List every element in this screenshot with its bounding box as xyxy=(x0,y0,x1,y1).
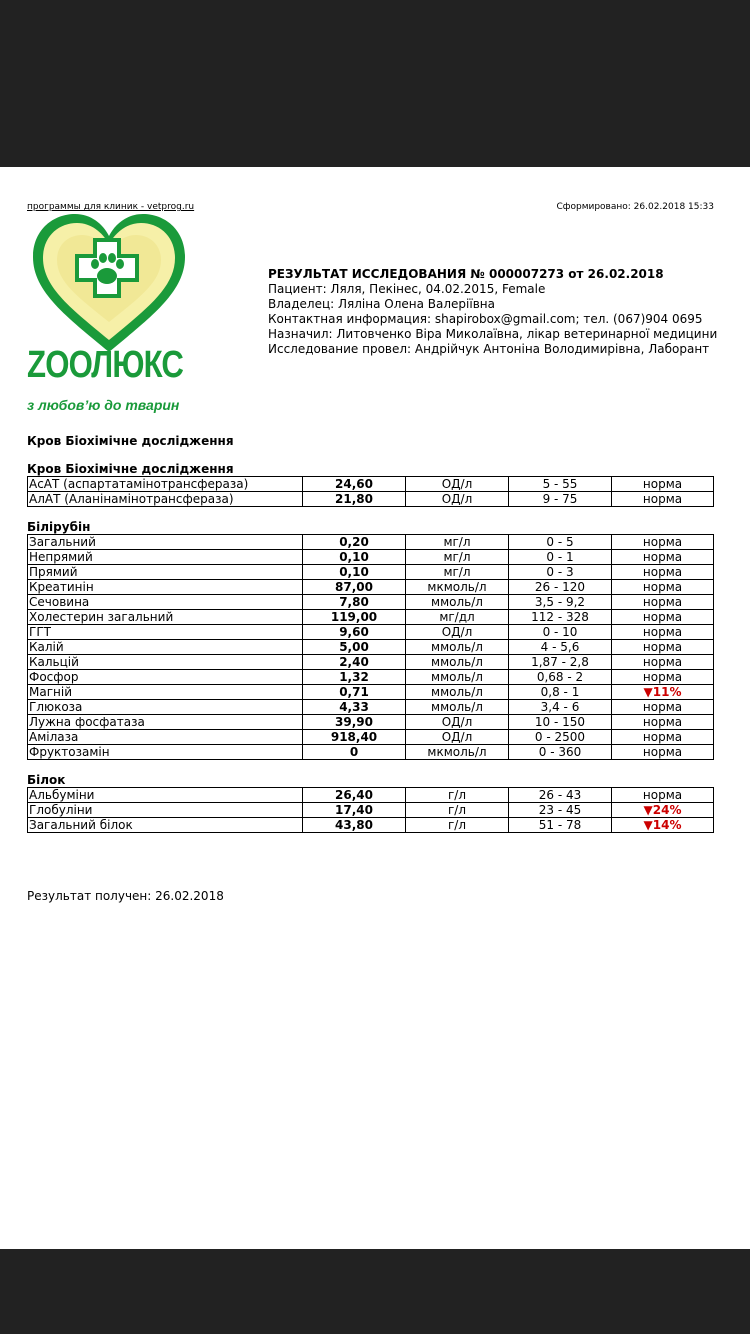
report-header xyxy=(268,267,718,357)
test-name-cell: Фруктозамін xyxy=(28,745,303,760)
unit-cell: мг/л xyxy=(406,550,509,565)
unit-cell: мг/дл xyxy=(406,610,509,625)
reference-range-cell: 0 - 3 xyxy=(509,565,612,580)
status-cell: ▼11% xyxy=(612,685,714,700)
table-row xyxy=(28,625,714,640)
contact-info: Контактная информация: shapirobox@gmail.com; тел. (067)904 0695 xyxy=(268,312,703,326)
result-value-cell: 0,71 xyxy=(303,685,406,700)
results-table xyxy=(27,534,714,760)
result-value-cell: 87,00 xyxy=(303,580,406,595)
status-cell: норма xyxy=(612,655,714,670)
reference-range-cell: 1,87 - 2,8 xyxy=(509,655,612,670)
status-cell: норма xyxy=(612,640,714,655)
result-value-cell: 7,80 xyxy=(303,595,406,610)
result-value-cell: 9,60 xyxy=(303,625,406,640)
test-name-cell: Загальний білок xyxy=(28,818,303,833)
results-table xyxy=(27,787,714,833)
status-cell: норма xyxy=(612,550,714,565)
test-name-cell: Альбуміни xyxy=(28,788,303,803)
reference-range-cell: 5 - 55 xyxy=(509,477,612,492)
status-cell: норма xyxy=(612,715,714,730)
unit-cell: г/л xyxy=(406,788,509,803)
unit-cell: ммоль/л xyxy=(406,595,509,610)
unit-cell: ОД/л xyxy=(406,477,509,492)
status-cell: норма xyxy=(612,625,714,640)
status-cell: норма xyxy=(612,730,714,745)
table-row xyxy=(28,715,714,730)
performed-by: Исследование провел: Андрійчук Антоніна Володимирівна, Лаборант xyxy=(268,342,710,356)
unit-cell: ммоль/л xyxy=(406,670,509,685)
result-value-cell: 39,90 xyxy=(303,715,406,730)
reference-range-cell: 0 - 2500 xyxy=(509,730,612,745)
clinic-logo xyxy=(27,212,192,422)
unit-cell: мг/л xyxy=(406,565,509,580)
result-value-cell: 0,20 xyxy=(303,535,406,550)
test-name-cell: Непрямий xyxy=(28,550,303,565)
test-name-cell: Прямий xyxy=(28,565,303,580)
unit-cell: ммоль/л xyxy=(406,640,509,655)
group-title: Білірубін xyxy=(27,520,91,534)
table-row xyxy=(28,788,714,803)
table-row xyxy=(28,565,714,580)
reference-range-cell: 0,68 - 2 xyxy=(509,670,612,685)
test-name-cell: Кальцій xyxy=(28,655,303,670)
reference-range-cell: 3,5 - 9,2 xyxy=(509,595,612,610)
results-group-bilirubin xyxy=(27,520,714,760)
unit-cell: ммоль/л xyxy=(406,655,509,670)
test-name-cell: Глобуліни xyxy=(28,803,303,818)
generated-timestamp: Сформировано: 26.02.2018 15:33 xyxy=(556,202,714,212)
status-cell: норма xyxy=(612,565,714,580)
result-value-cell: 5,00 xyxy=(303,640,406,655)
table-row xyxy=(28,550,714,565)
section-title: Кров Біохімічне дослідження xyxy=(27,434,234,448)
table-row xyxy=(28,492,714,507)
unit-cell: ммоль/л xyxy=(406,700,509,715)
result-value-cell: 21,80 xyxy=(303,492,406,507)
status-cell: норма xyxy=(612,700,714,715)
results-table xyxy=(27,476,714,507)
reference-range-cell: 23 - 45 xyxy=(509,803,612,818)
unit-cell: ммоль/л xyxy=(406,685,509,700)
table-row xyxy=(28,670,714,685)
reference-range-cell: 10 - 150 xyxy=(509,715,612,730)
reference-range-cell: 0,8 - 1 xyxy=(509,685,612,700)
result-value-cell: 26,40 xyxy=(303,788,406,803)
unit-cell: мкмоль/л xyxy=(406,745,509,760)
table-row xyxy=(28,655,714,670)
table-row xyxy=(28,700,714,715)
test-name-cell: Амілаза xyxy=(28,730,303,745)
assigned-by: Назначил: Литовченко Віра Миколаївна, лікар ветеринарної медицини xyxy=(268,327,718,341)
test-name-cell: АсАТ (аспартатамінотрансфераза) xyxy=(28,477,303,492)
status-cell: норма xyxy=(612,477,714,492)
table-row xyxy=(28,610,714,625)
unit-cell: г/л xyxy=(406,803,509,818)
result-value-cell: 4,33 xyxy=(303,700,406,715)
result-value-cell: 1,32 xyxy=(303,670,406,685)
reference-range-cell: 26 - 120 xyxy=(509,580,612,595)
table-row xyxy=(28,535,714,550)
reference-range-cell: 112 - 328 xyxy=(509,610,612,625)
unit-cell: ОД/л xyxy=(406,492,509,507)
table-row xyxy=(28,595,714,610)
source-link[interactable]: программы для клиник - vetprog.ru xyxy=(27,202,195,212)
table-row xyxy=(28,803,714,818)
status-cell: норма xyxy=(612,610,714,625)
result-value-cell: 0 xyxy=(303,745,406,760)
unit-cell: ОД/л xyxy=(406,625,509,640)
test-name-cell: Магній xyxy=(28,685,303,700)
result-value-cell: 0,10 xyxy=(303,550,406,565)
unit-cell: ОД/л xyxy=(406,730,509,745)
test-name-cell: Сечовина xyxy=(28,595,303,610)
status-cell: норма xyxy=(612,670,714,685)
result-value-cell: 0,10 xyxy=(303,565,406,580)
reference-range-cell: 0 - 1 xyxy=(509,550,612,565)
status-cell: норма xyxy=(612,745,714,760)
results-group-protein xyxy=(27,773,714,833)
status-cell: норма xyxy=(612,492,714,507)
reference-range-cell: 3,4 - 6 xyxy=(509,700,612,715)
table-row xyxy=(28,580,714,595)
table-row xyxy=(28,640,714,655)
logo-tagline: з любов’ю до тварин xyxy=(27,397,180,413)
table-row xyxy=(28,818,714,833)
test-name-cell: АлАТ (Аланінамінотрансфераза) xyxy=(28,492,303,507)
table-row xyxy=(28,477,714,492)
reference-range-cell: 9 - 75 xyxy=(509,492,612,507)
reference-range-cell: 51 - 78 xyxy=(509,818,612,833)
status-cell: норма xyxy=(612,535,714,550)
test-name-cell: Калій xyxy=(28,640,303,655)
test-name-cell: Загальний xyxy=(28,535,303,550)
status-cell: ▼14% xyxy=(612,818,714,833)
result-value-cell: 17,40 xyxy=(303,803,406,818)
result-value-cell: 43,80 xyxy=(303,818,406,833)
unit-cell: мкмоль/л xyxy=(406,580,509,595)
reference-range-cell: 26 - 43 xyxy=(509,788,612,803)
test-name-cell: Глюкоза xyxy=(28,700,303,715)
result-received: Результат получен: 26.02.2018 xyxy=(27,889,224,903)
test-name-cell: Холестерин загальний xyxy=(28,610,303,625)
logo-brand: ZООЛЮКС xyxy=(27,344,184,386)
status-cell: норма xyxy=(612,788,714,803)
result-value-cell: 119,00 xyxy=(303,610,406,625)
result-value-cell: 918,40 xyxy=(303,730,406,745)
heart-paw-icon xyxy=(27,212,192,422)
unit-cell: г/л xyxy=(406,818,509,833)
status-cell: ▼24% xyxy=(612,803,714,818)
reference-range-cell: 0 - 5 xyxy=(509,535,612,550)
status-cell: норма xyxy=(612,595,714,610)
test-name-cell: ГГТ xyxy=(28,625,303,640)
test-name-cell: Лужна фосфатаза xyxy=(28,715,303,730)
unit-cell: ОД/л xyxy=(406,715,509,730)
table-row xyxy=(28,685,714,700)
result-value-cell: 2,40 xyxy=(303,655,406,670)
group-title: Білок xyxy=(27,773,66,787)
report-title: РЕЗУЛЬТАТ ИССЛЕДОВАНИЯ № 000007273 от 26.02.2018 xyxy=(268,267,664,281)
unit-cell: мг/л xyxy=(406,535,509,550)
patient-info: Пациент: Ляля, Пекінес, 04.02.2015, Female xyxy=(268,282,546,296)
table-row xyxy=(28,745,714,760)
report-page xyxy=(0,167,750,1249)
reference-range-cell: 0 - 360 xyxy=(509,745,612,760)
reference-range-cell: 4 - 5,6 xyxy=(509,640,612,655)
test-name-cell: Креатинін xyxy=(28,580,303,595)
reference-range-cell: 0 - 10 xyxy=(509,625,612,640)
result-value-cell: 24,60 xyxy=(303,477,406,492)
test-name-cell: Фосфор xyxy=(28,670,303,685)
status-cell: норма xyxy=(612,580,714,595)
table-row xyxy=(28,730,714,745)
results-group-biochem xyxy=(27,462,714,507)
owner-info: Владелец: Ляліна Олена Валеріївна xyxy=(268,297,495,311)
group-title: Кров Біохімічне дослідження xyxy=(27,462,234,476)
